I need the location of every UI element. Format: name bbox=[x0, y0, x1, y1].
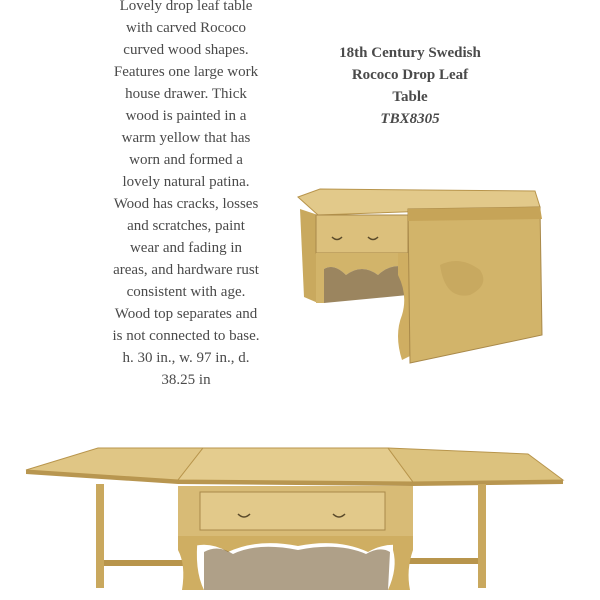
description-line: Wood has cracks, losses bbox=[113, 196, 259, 212]
description-text bbox=[86, 0, 286, 391]
description-line: is not connected to base. bbox=[112, 328, 260, 344]
product-title-block bbox=[300, 42, 520, 130]
product-title-line: Rococo Drop Leaf bbox=[351, 67, 469, 83]
description-line: house drawer. Thick bbox=[125, 86, 247, 102]
description-line: warm yellow that has bbox=[121, 130, 251, 146]
description-line: wood is painted in a bbox=[125, 108, 247, 124]
description-line: worn and formed a bbox=[129, 152, 243, 168]
description-line: Wood top separates and bbox=[114, 306, 258, 322]
product-sku: TBX8305 bbox=[380, 111, 440, 127]
description-line: h. 30 in., w. 97 in., d. bbox=[122, 350, 250, 366]
description-line: wear and fading in bbox=[129, 240, 243, 256]
product-title-line: 18th Century Swedish bbox=[339, 45, 481, 61]
description-line: Lovely drop leaf table bbox=[119, 0, 253, 14]
product-title-line: Table bbox=[392, 89, 428, 105]
description-line: Features one large work bbox=[113, 64, 259, 80]
description-line: curved wood shapes. bbox=[123, 42, 249, 58]
table-open-photo bbox=[18, 440, 588, 600]
description-line: with carved Rococo bbox=[126, 20, 246, 36]
description-line: and scratches, paint bbox=[127, 218, 245, 234]
description-line: lovely natural patina. bbox=[122, 174, 250, 190]
table-closed-photo bbox=[290, 185, 550, 375]
description-line: consistent with age. bbox=[126, 284, 246, 300]
description-line: areas, and hardware rust bbox=[113, 262, 259, 278]
description-line: 38.25 in bbox=[161, 372, 211, 388]
